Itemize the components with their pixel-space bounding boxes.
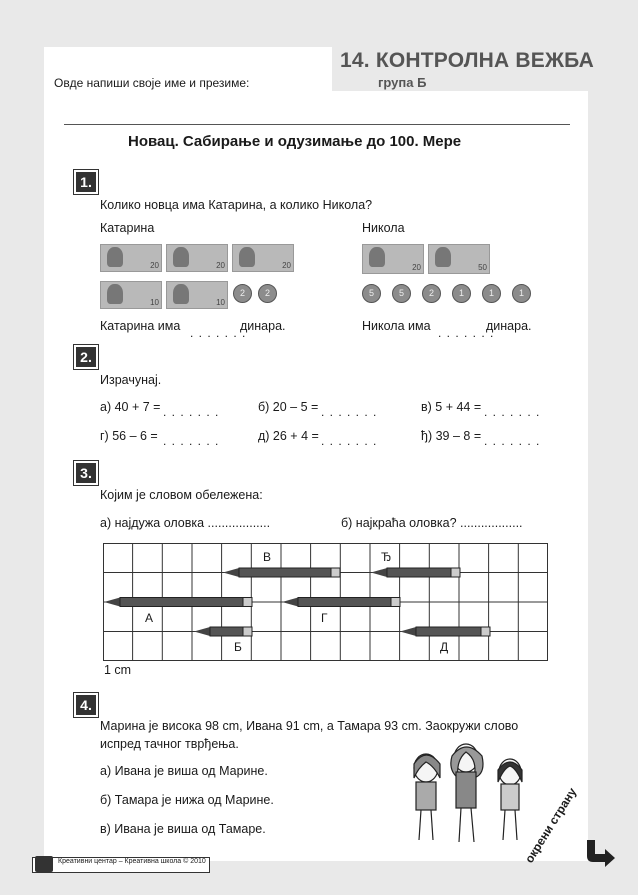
task-number: 3. bbox=[74, 461, 98, 485]
nikola-answer-blank[interactable]: . . . . . . . bbox=[438, 326, 495, 340]
banknote-icon: 20 bbox=[232, 244, 294, 272]
group-label: група Б bbox=[378, 75, 427, 90]
banknote-icon: 20 bbox=[362, 244, 424, 274]
banknote-icon: 10 bbox=[100, 281, 162, 309]
nikola-answer-suffix: динара. bbox=[486, 319, 532, 333]
pencil-label: Г bbox=[321, 611, 328, 625]
turn-page-arrow-icon[interactable] bbox=[583, 838, 617, 868]
task2-question: Израчунај. bbox=[100, 373, 162, 387]
coin-icon: 5 bbox=[392, 284, 411, 303]
option-v[interactable]: в) Ивана је виша од Тамаре. bbox=[100, 822, 266, 836]
katarina-answer-suffix: динара. bbox=[240, 319, 286, 333]
banknote-icon: 20 bbox=[100, 244, 162, 272]
worksheet-subtitle: Новац. Сабирање и одузимање до 100. Мере bbox=[128, 133, 462, 150]
equation-blank[interactable]: . . . . . . . bbox=[163, 405, 220, 419]
banknote-icon: 20 bbox=[166, 244, 228, 272]
footer-credits: Креативни центар – Креативна школа © 2010 bbox=[58, 858, 206, 865]
equation-d: д) 26 + 4 = bbox=[258, 429, 319, 443]
task-number: 4. bbox=[74, 693, 98, 717]
nikola-answer-prefix: Никола има bbox=[362, 319, 431, 333]
title-rule bbox=[64, 124, 570, 125]
coin-icon: 5 bbox=[362, 284, 381, 303]
equation-blank[interactable]: . . . . . . . bbox=[484, 434, 541, 448]
equation-blank[interactable]: . . . . . . . bbox=[321, 434, 378, 448]
task-number: 2. bbox=[74, 345, 98, 369]
equation-blank[interactable]: . . . . . . . bbox=[163, 434, 220, 448]
pencil-label: А bbox=[145, 611, 154, 625]
pencil-v bbox=[223, 568, 340, 577]
katarina-answer-blank[interactable]: . . . . . . . bbox=[190, 326, 247, 340]
equation-v: в) 5 + 44 = bbox=[421, 400, 482, 414]
pencil-label: В bbox=[263, 550, 272, 564]
equation-dj: ђ) 39 – 8 = bbox=[421, 429, 482, 443]
nikola-label: Никола bbox=[362, 221, 405, 235]
katarina-answer-prefix: Катарина има bbox=[100, 319, 181, 333]
katarina-label: Катарина bbox=[100, 221, 155, 235]
coin-icon: 1 bbox=[512, 284, 531, 303]
coin-icon: 2 bbox=[258, 284, 277, 303]
task3-question: Којим је словом обележена: bbox=[100, 488, 263, 502]
pencil-b bbox=[194, 627, 252, 636]
equation-g: г) 56 – 6 = bbox=[100, 429, 158, 443]
coin-icon: 2 bbox=[233, 284, 252, 303]
equation-blank[interactable]: . . . . . . . bbox=[321, 405, 378, 419]
pencil-a bbox=[104, 598, 252, 607]
unit-label: 1 cm bbox=[104, 663, 132, 677]
task1-question: Колико новца има Катарина, а колико Никола? bbox=[100, 198, 373, 212]
pencil-dj bbox=[371, 568, 460, 577]
pencil-label: Б bbox=[234, 640, 242, 654]
pencil-label: Ђ bbox=[381, 550, 392, 564]
option-a[interactable]: а) Ивана је виша од Марине. bbox=[100, 764, 268, 778]
option-b[interactable]: б) Тамара је нижа од Марине. bbox=[100, 793, 274, 807]
coin-icon: 2 bbox=[422, 284, 441, 303]
equation-a: а) 40 + 7 = bbox=[100, 400, 161, 414]
children-illustration bbox=[404, 738, 536, 846]
coin-icon: 1 bbox=[482, 284, 501, 303]
coin-icon: 1 bbox=[452, 284, 471, 303]
equation-b: б) 20 – 5 = bbox=[258, 400, 319, 414]
equation-blank[interactable]: . . . . . . . bbox=[484, 405, 541, 419]
task-number: 1. bbox=[74, 170, 98, 194]
pencil-d bbox=[400, 627, 490, 636]
turn-page-label: окрени страну bbox=[522, 785, 580, 866]
name-label: Овде напиши своје име и презиме: bbox=[54, 76, 250, 90]
publisher-logo-icon bbox=[35, 856, 53, 872]
pencil-label: Д bbox=[440, 640, 449, 654]
banknote-icon: 10 bbox=[166, 281, 228, 309]
shortest-pencil-question: б) најкраћа оловка? .................. bbox=[341, 516, 523, 530]
pencil-g bbox=[282, 598, 400, 607]
centimeter-grid bbox=[103, 543, 548, 661]
worksheet-title: 14. КОНТРОЛНА ВЕЖБА bbox=[340, 49, 595, 72]
task4-question: Марина је висока 98 cm, Ивана 91 cm, а Тамара 93 cm. Заокружи слово испред тачног тврђења. bbox=[100, 719, 519, 751]
longest-pencil-question: а) најдужа оловка .................. bbox=[100, 516, 271, 530]
banknote-icon: 50 bbox=[428, 244, 490, 274]
